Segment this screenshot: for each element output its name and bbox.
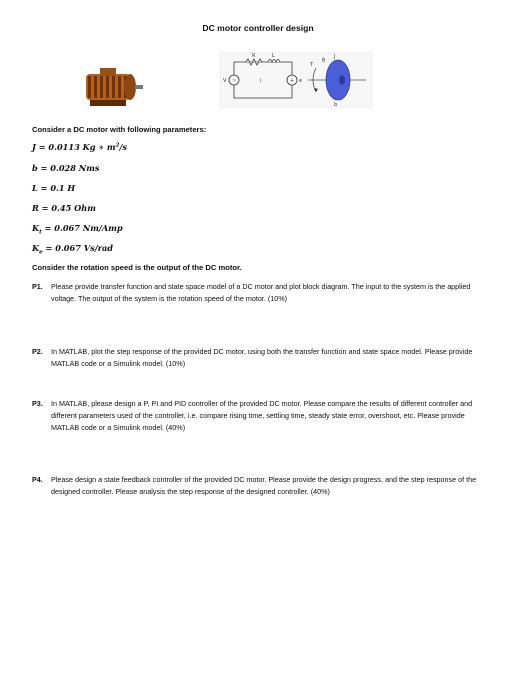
param-torque-constant: $K_t = 0.067$ Nm/Amp: [32, 223, 123, 236]
svg-text:+: +: [290, 78, 295, 84]
problem-text: Please provide transfer function and state space model of a DC motor and plot block diagram. The input to the system is the applied voltage. The output of the system is the rotation speed of the motor. (10%): [51, 282, 471, 303]
document-title: DC motor controller design: [202, 23, 314, 33]
inertia-label: J: [334, 54, 336, 60]
problem-text: In MATLAB, please design a P, PI and PID controller of the provided DC motor. Please compare the results of different controller and different parameters used of the controller, i.e. compare rising time, settling time, steady state error, overshoot, etc. Please provide MATLAB code or a Simulink model. (40%): [51, 399, 473, 432]
problem-number: P4.: [32, 475, 43, 484]
damping-label: b: [334, 102, 338, 108]
speed-label: θ̇: [322, 58, 326, 64]
param-resistance: R = 0.45 Ohm: [32, 203, 96, 213]
output-note: Consider the rotation speed is the output of the DC motor.: [32, 263, 242, 272]
param-inductance: L = 0.1 H: [32, 183, 76, 193]
param-emf-constant: $K_e = 0.067$ Vs/rad: [32, 243, 114, 256]
param-damping: b = 0.028 Nms: [32, 163, 100, 173]
problem-item: [32, 474, 487, 498]
voltage-label: V: [223, 78, 227, 84]
parameters-intro: Consider a DC motor with following parameters:: [32, 125, 207, 134]
inductor-label: L: [272, 53, 275, 59]
problem-text: In MATLAB, plot the step response of the provided DC motor, using both the transfer function and state space model. Please provide MATLAB code or a Simulink model. (10%): [51, 347, 473, 368]
current-label: i: [260, 78, 262, 84]
svg-text:~: ~: [232, 78, 237, 84]
problem-text: Please design a state feedback controller of the provided DC motor. Please provide the design progress, and the step response of the designed controller. Please analysis the step response of the designed controller. (40%): [51, 475, 477, 496]
param-inertia: J = 0.0113 Kg ∗ $m^2/s$: [32, 142, 127, 152]
emf-label: e: [299, 78, 303, 84]
resistor-label: R: [252, 53, 256, 59]
dc-motor-circuit-diagram: [220, 52, 372, 108]
torque-label: T: [310, 62, 314, 68]
problem-item: [32, 281, 487, 305]
problem-number: P3.: [32, 399, 43, 408]
problem-item: [32, 398, 487, 434]
problem-number: P2.: [32, 347, 43, 356]
problem-item: [32, 346, 487, 370]
problem-number: P1.: [32, 282, 43, 291]
dc-motor-photo: [80, 64, 144, 110]
